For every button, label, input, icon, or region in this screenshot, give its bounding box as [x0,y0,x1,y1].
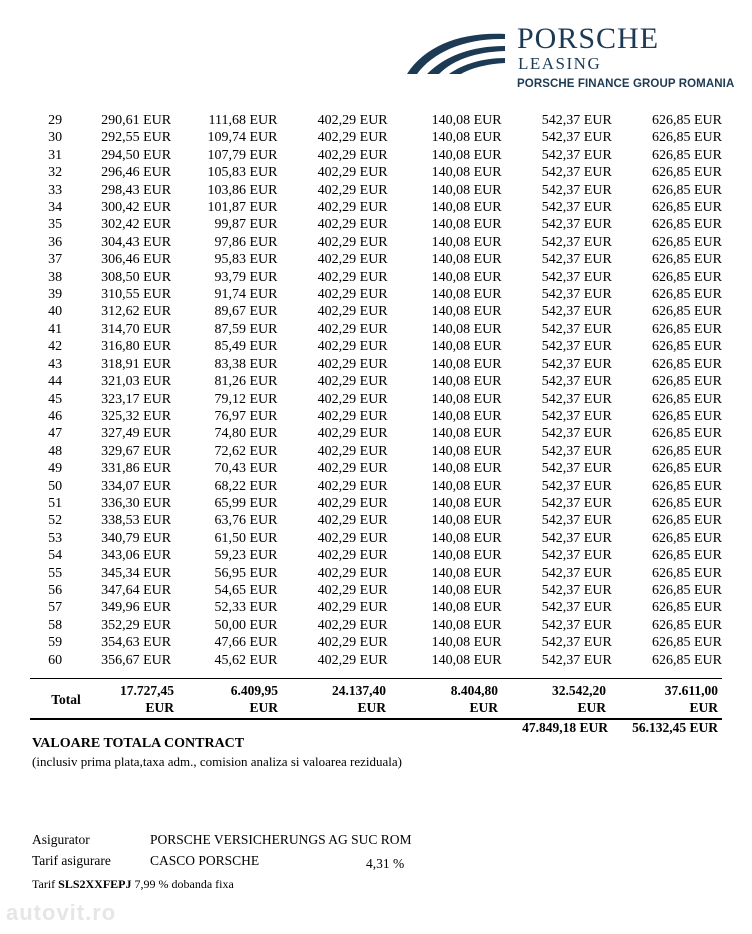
logo-title: PORSCHE [517,22,660,55]
total-cell: 626,85 EUR [652,287,722,303]
total-rate-vat-currency: EUR [577,700,606,715]
vat-cell: 140,08 EUR [431,234,502,250]
table-row [30,582,726,599]
vat-cell: 140,08 EUR [431,408,502,424]
grand-total-2: 56.132,45 EUR [632,720,718,735]
rate-cell: 402,29 EUR [317,443,388,459]
total-cell: 626,85 EUR [652,182,722,198]
table-row [30,356,726,373]
table-row [30,199,726,216]
vat-cell: 140,08 EUR [431,548,502,564]
row-number: 30 [48,130,63,146]
row-number: 32 [48,165,63,181]
rate-cell: 402,29 EUR [317,513,388,529]
vat-cell: 140,08 EUR [431,530,502,546]
principal-cell: 316,80 EUR [101,339,172,355]
vat-cell: 140,08 EUR [431,147,502,163]
total-interest-currency: EUR [249,700,278,715]
row-number: 49 [48,461,63,477]
total-cell: 626,85 EUR [652,582,722,598]
rate-vat-cell: 542,37 EUR [541,339,612,355]
total-rate-vat [498,682,606,716]
rate-vat-cell: 542,37 EUR [541,443,612,459]
row-number: 54 [48,548,63,564]
interest-cell: 95,83 EUR [214,252,278,268]
table-row [30,338,726,355]
row-number: 36 [48,234,63,250]
rate-vat-cell: 542,37 EUR [541,635,612,651]
total-cell: 626,85 EUR [652,652,722,668]
table-row [30,408,726,425]
principal-cell: 354,63 EUR [101,635,172,651]
total-vat-currency: EUR [469,700,498,715]
porsche-leasing-logo [405,22,735,94]
watermark: autovit.ro [6,900,117,925]
interest-cell: 50,00 EUR [214,617,278,633]
rate-cell: 402,29 EUR [317,147,388,163]
rate-vat-cell: 542,37 EUR [541,130,612,146]
interest-cell: 45,62 EUR [214,652,278,668]
vat-cell: 140,08 EUR [431,182,502,198]
rate-cell: 402,29 EUR [317,321,388,337]
tariff-rate: 4,31 % [366,856,405,871]
vat-cell: 140,08 EUR [431,513,502,529]
total-cell: 626,85 EUR [652,200,722,216]
table-row [30,617,726,634]
rate-cell: 402,29 EUR [317,652,388,668]
row-number: 47 [48,426,63,442]
table-row [30,147,726,164]
interest-cell: 68,22 EUR [214,478,278,494]
vat-cell: 140,08 EUR [431,321,502,337]
rate-vat-cell: 542,37 EUR [541,374,612,390]
table-row [30,251,726,268]
table-row [30,460,726,477]
rate-vat-cell: 542,37 EUR [541,461,612,477]
row-number: 37 [48,252,63,268]
rate-cell: 402,29 EUR [317,252,388,268]
vat-cell: 140,08 EUR [431,478,502,494]
total-final [606,682,718,716]
principal-cell: 294,50 EUR [101,147,172,163]
principal-cell: 336,30 EUR [101,495,172,511]
principal-cell: 308,50 EUR [101,269,172,285]
row-number: 31 [48,147,63,163]
tarif-rest: 7,99 % dobanda fixa [134,877,234,891]
row-number: 60 [48,652,63,668]
rate-vat-cell: 542,37 EUR [541,582,612,598]
rate-cell: 402,29 EUR [317,408,388,424]
rate-vat-cell: 542,37 EUR [541,200,612,216]
principal-cell: 334,07 EUR [101,478,172,494]
principal-cell: 302,42 EUR [101,217,172,233]
rate-cell: 402,29 EUR [317,130,388,146]
rate-vat-cell: 542,37 EUR [541,408,612,424]
rate-cell: 402,29 EUR [317,617,388,633]
rate-cell: 402,29 EUR [317,461,388,477]
rate-vat-cell: 542,37 EUR [541,600,612,616]
total-vat-value: 8.404,80 [450,683,498,698]
interest-cell: 76,97 EUR [214,408,278,424]
total-principal-currency: EUR [145,700,174,715]
total-cell: 626,85 EUR [652,234,722,250]
rate-cell: 402,29 EUR [317,600,388,616]
total-rate-value: 24.137,40 [332,683,386,698]
interest-cell: 101,87 EUR [207,200,278,216]
tarif-line [32,877,234,892]
rate-cell: 402,29 EUR [317,287,388,303]
total-cell: 626,85 EUR [652,321,722,337]
grand-total-1: 47.849,18 EUR [522,720,608,735]
interest-cell: 70,43 EUR [214,461,278,477]
vat-cell: 140,08 EUR [431,130,502,146]
rate-cell: 402,29 EUR [317,635,388,651]
total-cell: 626,85 EUR [652,130,722,146]
total-cell: 626,85 EUR [652,617,722,633]
table-row [30,391,726,408]
payment-schedule-table [30,112,726,669]
principal-cell: 340,79 EUR [101,530,172,546]
total-cell: 626,85 EUR [652,461,722,477]
contract-total-title: VALOARE TOTALA CONTRACT [32,736,245,751]
principal-cell: 347,64 EUR [101,582,172,598]
vat-cell: 140,08 EUR [431,652,502,668]
principal-cell: 298,43 EUR [101,182,172,198]
rate-cell: 402,29 EUR [317,200,388,216]
principal-cell: 327,49 EUR [101,426,172,442]
interest-cell: 54,65 EUR [214,582,278,598]
principal-cell: 349,96 EUR [101,600,172,616]
table-row [30,530,726,547]
principal-cell: 306,46 EUR [101,252,172,268]
vat-cell: 140,08 EUR [431,304,502,320]
row-number: 29 [48,113,63,128]
principal-cell: 331,86 EUR [101,461,172,477]
rate-cell: 402,29 EUR [317,217,388,233]
rate-cell: 402,29 EUR [317,548,388,564]
table-row [30,652,726,669]
total-interest-value: 6.409,95 [230,683,278,698]
principal-cell: 290,61 EUR [101,113,172,128]
interest-cell: 65,99 EUR [214,495,278,511]
row-number: 53 [48,530,63,546]
rate-cell: 402,29 EUR [317,113,388,128]
vat-cell: 140,08 EUR [431,461,502,477]
rate-cell: 402,29 EUR [317,234,388,250]
rate-vat-cell: 542,37 EUR [541,478,612,494]
interest-cell: 91,74 EUR [214,287,278,303]
total-cell: 626,85 EUR [652,374,722,390]
total-cell: 626,85 EUR [652,147,722,163]
interest-cell: 103,86 EUR [207,182,278,198]
table-row [30,112,726,129]
rate-vat-cell: 542,37 EUR [541,321,612,337]
principal-cell: 314,70 EUR [101,321,172,337]
row-number: 34 [48,200,63,216]
interest-cell: 109,74 EUR [207,130,278,146]
total-cell: 626,85 EUR [652,548,722,564]
vat-cell: 140,08 EUR [431,339,502,355]
row-number: 35 [48,217,63,233]
rate-cell: 402,29 EUR [317,565,388,581]
row-number: 40 [48,304,63,320]
insurer-value: PORSCHE VERSICHERUNGS AG SUC ROM [150,832,412,847]
total-cell: 626,85 EUR [652,443,722,459]
interest-cell: 111,68 EUR [208,113,278,128]
interest-cell: 63,76 EUR [214,513,278,529]
rate-vat-cell: 542,37 EUR [541,548,612,564]
principal-cell: 312,62 EUR [101,304,172,320]
row-number: 39 [48,287,63,303]
total-principal [82,682,174,716]
rate-vat-cell: 542,37 EUR [541,252,612,268]
interest-cell: 83,38 EUR [214,356,278,372]
vat-cell: 140,08 EUR [431,426,502,442]
vat-cell: 140,08 EUR [431,356,502,372]
total-vat [386,682,498,716]
principal-cell: 352,29 EUR [101,617,172,633]
rate-cell: 402,29 EUR [317,495,388,511]
rate-cell: 402,29 EUR [317,269,388,285]
interest-cell: 93,79 EUR [214,269,278,285]
rate-cell: 402,29 EUR [317,530,388,546]
interest-cell: 61,50 EUR [214,530,278,546]
interest-cell: 52,33 EUR [214,600,278,616]
table-row [30,373,726,390]
tariff-label: Tarif asigurare [32,853,111,868]
totals-label: Total [51,692,81,707]
row-number: 51 [48,495,63,511]
interest-cell: 56,95 EUR [214,565,278,581]
total-cell: 626,85 EUR [652,165,722,181]
principal-cell: 323,17 EUR [101,391,172,407]
table-row [30,547,726,564]
total-cell: 626,85 EUR [652,269,722,285]
interest-cell: 89,67 EUR [214,304,278,320]
principal-cell: 356,67 EUR [101,652,172,668]
table-row [30,286,726,303]
rate-vat-cell: 542,37 EUR [541,147,612,163]
vat-cell: 140,08 EUR [431,165,502,181]
total-cell: 626,85 EUR [652,495,722,511]
principal-cell: 318,91 EUR [101,356,172,372]
tarif-prefix: Tarif [32,877,56,891]
table-row [30,565,726,582]
rate-vat-cell: 542,37 EUR [541,495,612,511]
table-row [30,512,726,529]
row-number: 48 [48,443,63,459]
total-rate [278,682,386,716]
table-row [30,495,726,512]
total-cell: 626,85 EUR [652,217,722,233]
row-number: 42 [48,339,63,355]
row-number: 56 [48,582,63,598]
logo-group-name: PORSCHE FINANCE GROUP ROMANIA [517,78,735,90]
rate-cell: 402,29 EUR [317,391,388,407]
total-cell: 626,85 EUR [652,252,722,268]
table-row [30,216,726,233]
total-rate-vat-value: 32.542,20 [552,683,606,698]
rate-cell: 402,29 EUR [317,339,388,355]
rate-cell: 402,29 EUR [317,304,388,320]
principal-cell: 345,34 EUR [101,565,172,581]
vat-cell: 140,08 EUR [431,269,502,285]
total-cell: 626,85 EUR [652,635,722,651]
principal-cell: 300,42 EUR [101,200,172,216]
insurer-label: Asigurator [32,832,90,847]
row-number: 44 [48,374,63,390]
rate-vat-cell: 542,37 EUR [541,217,612,233]
table-row [30,164,726,181]
vat-cell: 140,08 EUR [431,287,502,303]
rate-vat-cell: 542,37 EUR [541,513,612,529]
logo-subtitle: LEASING [518,54,602,73]
rate-cell: 402,29 EUR [317,165,388,181]
row-number: 38 [48,269,63,285]
rate-vat-cell: 542,37 EUR [541,234,612,250]
principal-cell: 343,06 EUR [101,548,172,564]
vat-cell: 140,08 EUR [431,565,502,581]
rate-vat-cell: 542,37 EUR [541,304,612,320]
vat-cell: 140,08 EUR [431,600,502,616]
table-row [30,599,726,616]
rate-vat-cell: 542,37 EUR [541,426,612,442]
tarif-code: SLS2XXFEPJ [58,877,132,891]
table-row [30,425,726,442]
vat-cell: 140,08 EUR [431,443,502,459]
rate-vat-cell: 542,37 EUR [541,530,612,546]
table-row [30,303,726,320]
row-number: 57 [48,600,63,616]
interest-cell: 59,23 EUR [214,548,278,564]
total-cell: 626,85 EUR [652,339,722,355]
vat-cell: 140,08 EUR [431,582,502,598]
total-final-currency: EUR [689,700,718,715]
total-final-value: 37.611,00 [664,683,718,698]
total-cell: 626,85 EUR [652,478,722,494]
vat-cell: 140,08 EUR [431,200,502,216]
row-number: 41 [48,321,63,337]
principal-cell: 325,32 EUR [101,408,172,424]
row-number: 58 [48,617,63,633]
table-row [30,129,726,146]
row-number: 50 [48,478,63,494]
table-row [30,321,726,338]
total-cell: 626,85 EUR [652,565,722,581]
totals-top-rule [30,678,722,679]
row-number: 45 [48,391,63,407]
row-number: 46 [48,408,63,424]
rate-vat-cell: 542,37 EUR [541,182,612,198]
rate-vat-cell: 542,37 EUR [541,287,612,303]
vat-cell: 140,08 EUR [431,391,502,407]
principal-cell: 296,46 EUR [101,165,172,181]
table-row [30,234,726,251]
vat-cell: 140,08 EUR [431,495,502,511]
vat-cell: 140,08 EUR [431,217,502,233]
vat-cell: 140,08 EUR [431,635,502,651]
total-principal-value: 17.727,45 [120,683,174,698]
row-number: 43 [48,356,63,372]
table-row [30,443,726,460]
rate-cell: 402,29 EUR [317,582,388,598]
table-row [30,478,726,495]
rate-cell: 402,29 EUR [317,426,388,442]
row-number: 55 [48,565,63,581]
total-cell: 626,85 EUR [652,426,722,442]
table-row [30,634,726,651]
table-row [30,182,726,199]
interest-cell: 74,80 EUR [214,426,278,442]
vat-cell: 140,08 EUR [431,617,502,633]
rate-vat-cell: 542,37 EUR [541,165,612,181]
payment-schedule-body [30,112,726,669]
interest-cell: 47,66 EUR [214,635,278,651]
rate-vat-cell: 542,37 EUR [541,652,612,668]
rate-cell: 402,29 EUR [317,182,388,198]
total-cell: 626,85 EUR [652,113,722,128]
rate-cell: 402,29 EUR [317,478,388,494]
vat-cell: 140,08 EUR [431,252,502,268]
rate-vat-cell: 542,37 EUR [541,356,612,372]
interest-cell: 99,87 EUR [214,217,278,233]
rate-vat-cell: 542,37 EUR [541,269,612,285]
total-interest [174,682,278,716]
total-rate-currency: EUR [357,700,386,715]
interest-cell: 81,26 EUR [214,374,278,390]
interest-cell: 79,12 EUR [214,391,278,407]
total-cell: 626,85 EUR [652,408,722,424]
interest-cell: 107,79 EUR [207,147,278,163]
rate-vat-cell: 542,37 EUR [541,617,612,633]
row-number: 59 [48,635,63,651]
principal-cell: 304,43 EUR [101,234,172,250]
row-number: 33 [48,182,63,198]
interest-cell: 97,86 EUR [214,234,278,250]
contract-total-note: (inclusiv prima plata,taxa adm., comision analiza si valoarea reziduala) [32,754,402,769]
total-cell: 626,85 EUR [652,530,722,546]
vat-cell: 140,08 EUR [431,113,502,128]
interest-cell: 72,62 EUR [214,443,278,459]
rate-cell: 402,29 EUR [317,374,388,390]
table-row [30,269,726,286]
total-cell: 626,85 EUR [652,356,722,372]
principal-cell: 338,53 EUR [101,513,172,529]
principal-cell: 310,55 EUR [101,287,172,303]
interest-cell: 85,49 EUR [214,339,278,355]
interest-cell: 87,59 EUR [214,321,278,337]
total-cell: 626,85 EUR [652,600,722,616]
total-cell: 626,85 EUR [652,513,722,529]
rate-vat-cell: 542,37 EUR [541,565,612,581]
rate-vat-cell: 542,37 EUR [541,391,612,407]
tariff-value: CASCO PORSCHE [150,853,260,868]
row-number: 52 [48,513,63,529]
rate-vat-cell: 542,37 EUR [541,113,612,128]
rate-cell: 402,29 EUR [317,356,388,372]
total-cell: 626,85 EUR [652,391,722,407]
principal-cell: 292,55 EUR [101,130,172,146]
swoosh-icon [405,26,509,78]
principal-cell: 329,67 EUR [101,443,172,459]
principal-cell: 321,03 EUR [101,374,172,390]
interest-cell: 105,83 EUR [207,165,278,181]
vat-cell: 140,08 EUR [431,374,502,390]
total-cell: 626,85 EUR [652,304,722,320]
